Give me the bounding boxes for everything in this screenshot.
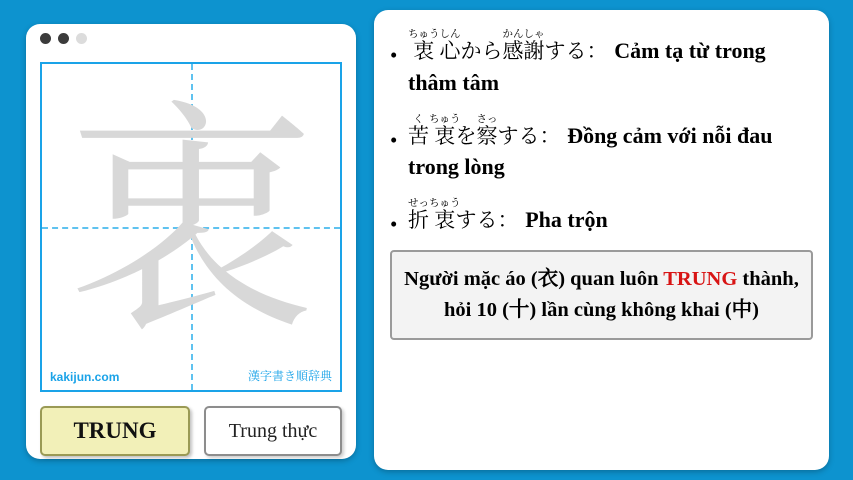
mnemonic-kanji-ten: 十 (508, 297, 530, 322)
example-text (408, 28, 813, 99)
ruby-group: 感かん (502, 28, 524, 63)
mnemonic-text-6: ) (752, 299, 759, 322)
answer-alternative-button[interactable]: Trung thực (204, 406, 342, 456)
example-japanese (408, 197, 525, 233)
list-item (390, 113, 813, 184)
window-titlebar (26, 24, 356, 52)
mnemonic-keyword: TRUNG (663, 268, 738, 291)
window-dot-maximize-icon[interactable] (76, 33, 87, 44)
kanji-stroke-card (26, 24, 356, 459)
kanji-character: 衷 (67, 79, 315, 367)
bullet-icon: • (390, 212, 398, 237)
ruby-group: 衷ちゅう (429, 197, 461, 233)
examples-card (374, 10, 829, 470)
ruby-group: 衷ちゅう (429, 112, 461, 148)
example-suffix: する： (544, 39, 608, 63)
mnemonic-text-5: cùng không khai ( (573, 299, 732, 322)
answer-selected-button[interactable]: TRUNG (40, 406, 190, 456)
ruby-group: 察さっ (476, 112, 498, 148)
example-vietnamese: Cảm tạ từ trong thâm tâm (408, 38, 766, 95)
mnemonic-text-1: Người mặc áo ( (404, 268, 538, 291)
mnemonic-kanji-clothes: 衣 (537, 266, 559, 291)
example-japanese (408, 112, 567, 148)
mnemonic-kanji-middle: 中 (731, 297, 753, 322)
example-vietnamese: Đồng cảm với nỗi đau trong lòng (408, 122, 773, 180)
dictionary-watermark: 漢字書き順辞典 (247, 369, 332, 383)
ruby-group: 謝しゃ (523, 28, 545, 63)
mnemonic-text-4: ) lần (529, 299, 569, 322)
example-suffix: する： (455, 208, 519, 233)
kanji-writing-box (40, 62, 342, 392)
bullet-icon: • (390, 43, 398, 67)
example-text (408, 113, 813, 184)
ruby-group: 折せっ (408, 197, 429, 233)
site-watermark: kakijun.com (50, 370, 120, 384)
window-dot-minimize-icon[interactable] (58, 33, 69, 44)
example-suffix: する： (497, 123, 561, 148)
list-item (390, 28, 813, 99)
window-dot-close-icon[interactable] (40, 33, 51, 44)
mnemonic-text-2: ) quan luôn (558, 268, 659, 291)
example-kana: を (455, 123, 477, 148)
example-list (390, 28, 813, 236)
mnemonic-box (390, 250, 813, 339)
ruby-group: 苦く (408, 112, 429, 148)
bullet-icon: • (390, 127, 398, 152)
example-kana: から (460, 39, 503, 63)
mnemonic-text-3: thành, hỏi 10 ( (443, 268, 799, 322)
list-item (390, 197, 813, 236)
answer-choices (40, 406, 342, 456)
example-text (408, 197, 813, 236)
example-vietnamese: Pha trộn (525, 207, 608, 233)
ruby-group: 衷ちゅう (408, 28, 440, 63)
ruby-group: 心しん (439, 28, 461, 63)
example-japanese (408, 28, 614, 63)
